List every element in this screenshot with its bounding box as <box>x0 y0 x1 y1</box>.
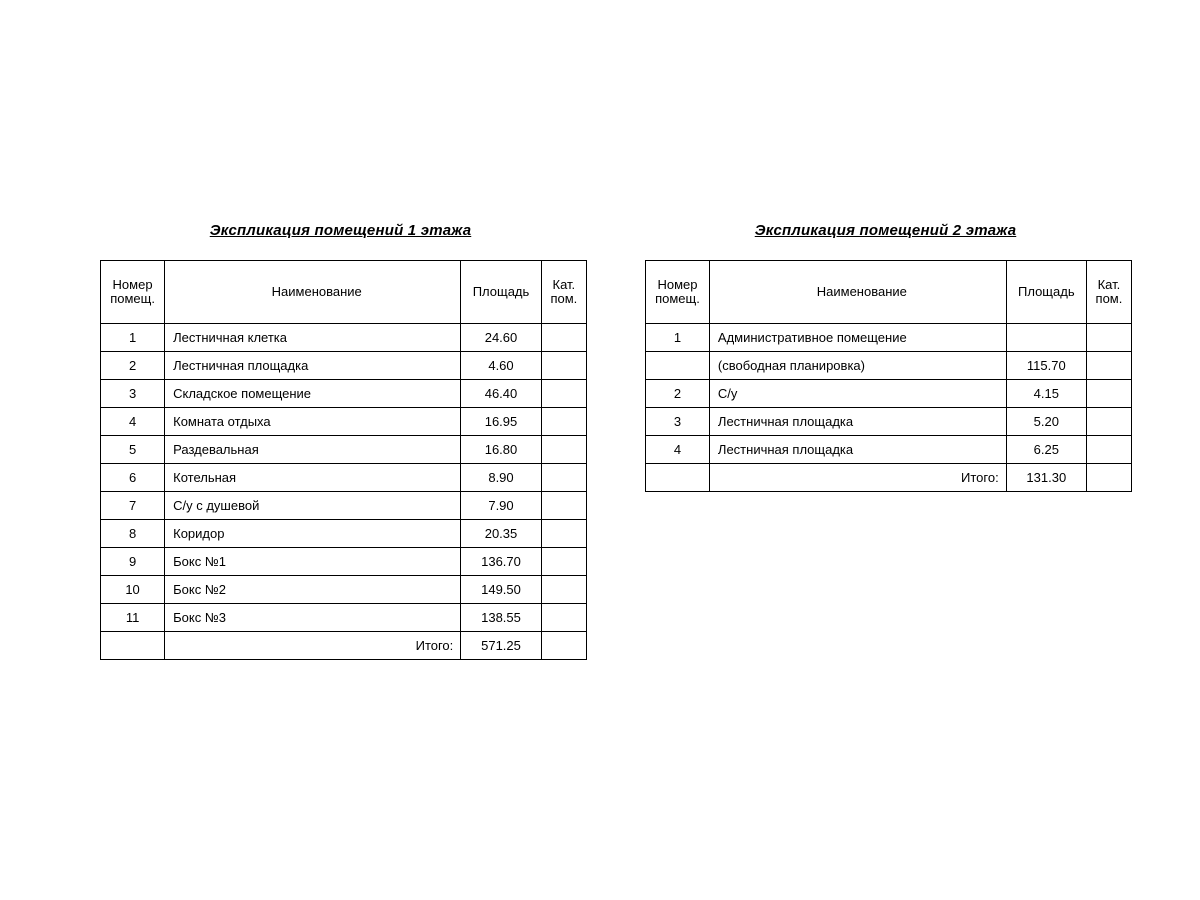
cell-number: 4 <box>646 436 710 464</box>
cell-name: Складское помещение <box>165 380 461 408</box>
table-row <box>101 380 587 408</box>
header-area: Площадь <box>461 261 541 324</box>
total-category <box>541 632 586 660</box>
header-number-line1: Номер <box>112 277 153 292</box>
cell-area: 8.90 <box>461 464 541 492</box>
cell-category <box>1086 380 1131 408</box>
cell-category <box>541 520 586 548</box>
cell-area: 136.70 <box>461 548 541 576</box>
header-category-line2: пом. <box>1095 291 1123 306</box>
cell-number: 9 <box>101 548 165 576</box>
cell-category <box>1086 436 1131 464</box>
explication-title-floor1: Экспликация помещений 1 этажа <box>209 222 472 239</box>
cell-number: 1 <box>646 324 710 352</box>
table-header <box>646 261 1132 324</box>
cell-name: Бокс №1 <box>165 548 461 576</box>
cell-name: Комната отдыха <box>165 408 461 436</box>
table-row <box>646 408 1132 436</box>
table-total-row <box>646 464 1132 492</box>
table-row <box>101 492 587 520</box>
table-row <box>101 408 587 436</box>
table-row <box>101 436 587 464</box>
total-category <box>1086 464 1131 492</box>
explication-block-floor1 <box>100 222 587 660</box>
cell-name: С/у с душевой <box>165 492 461 520</box>
header-number <box>646 261 710 324</box>
header-number-line2: помещ. <box>655 291 700 306</box>
cell-area: 4.15 <box>1006 380 1086 408</box>
header-category <box>541 261 586 324</box>
cell-name: Бокс №2 <box>165 576 461 604</box>
header-category-line1: Кат. <box>552 277 576 292</box>
cell-name: Котельная <box>165 464 461 492</box>
table-row <box>646 324 1132 352</box>
header-area: Площадь <box>1006 261 1086 324</box>
table-row <box>646 352 1132 380</box>
cell-area: 24.60 <box>461 324 541 352</box>
cell-number: 6 <box>101 464 165 492</box>
cell-number: 4 <box>101 408 165 436</box>
cell-area: 4.60 <box>461 352 541 380</box>
explication-title-floor2: Экспликация помещений 2 этажа <box>754 222 1017 239</box>
cell-area <box>1006 324 1086 352</box>
cell-category <box>541 548 586 576</box>
cell-area: 149.50 <box>461 576 541 604</box>
cell-category <box>541 492 586 520</box>
total-label: Итого: <box>709 464 1006 492</box>
table-row <box>101 352 587 380</box>
explication-table-floor2 <box>645 260 1132 492</box>
header-number-line2: помещ. <box>110 291 155 306</box>
header-category-line2: пом. <box>550 291 578 306</box>
cell-area: 20.35 <box>461 520 541 548</box>
cell-area: 16.95 <box>461 408 541 436</box>
cell-category <box>541 324 586 352</box>
cell-number: 7 <box>101 492 165 520</box>
total-blank-cell <box>101 632 165 660</box>
table-row <box>646 380 1132 408</box>
cell-category <box>541 464 586 492</box>
cell-category <box>1086 352 1131 380</box>
cell-category <box>541 604 586 632</box>
table-row <box>101 548 587 576</box>
cell-category <box>541 436 586 464</box>
table-row <box>101 576 587 604</box>
cell-name: С/у <box>709 380 1006 408</box>
header-category-line1: Кат. <box>1097 277 1121 292</box>
cell-category <box>541 352 586 380</box>
cell-area: 115.70 <box>1006 352 1086 380</box>
cell-number: 10 <box>101 576 165 604</box>
cell-name: (свободная планировка) <box>709 352 1006 380</box>
total-area: 131.30 <box>1006 464 1086 492</box>
cell-name: Бокс №3 <box>165 604 461 632</box>
cell-number: 2 <box>101 352 165 380</box>
cell-area: 16.80 <box>461 436 541 464</box>
cell-area: 138.55 <box>461 604 541 632</box>
cell-number: 2 <box>646 380 710 408</box>
cell-name: Лестничная площадка <box>709 408 1006 436</box>
cell-number: 3 <box>101 380 165 408</box>
table-row <box>646 436 1132 464</box>
cell-number <box>646 352 710 380</box>
cell-category <box>541 380 586 408</box>
total-label: Итого: <box>165 632 461 660</box>
header-row <box>646 261 1132 324</box>
table-body <box>646 324 1132 492</box>
cell-category <box>1086 324 1131 352</box>
cell-number: 1 <box>101 324 165 352</box>
cell-category <box>1086 408 1131 436</box>
cell-area: 7.90 <box>461 492 541 520</box>
cell-area: 6.25 <box>1006 436 1086 464</box>
total-blank-cell <box>646 464 710 492</box>
cell-name: Раздевальная <box>165 436 461 464</box>
cell-name: Лестничная клетка <box>165 324 461 352</box>
cell-name: Лестничная площадка <box>709 436 1006 464</box>
cell-category <box>541 408 586 436</box>
cell-area: 5.20 <box>1006 408 1086 436</box>
table-header <box>101 261 587 324</box>
explication-table-floor1 <box>100 260 587 660</box>
header-name: Наименование <box>165 261 461 324</box>
cell-number: 5 <box>101 436 165 464</box>
table-row <box>101 324 587 352</box>
cell-name: Лестничная площадка <box>165 352 461 380</box>
cell-number: 11 <box>101 604 165 632</box>
cell-number: 8 <box>101 520 165 548</box>
cell-category <box>541 576 586 604</box>
header-number <box>101 261 165 324</box>
header-category <box>1086 261 1131 324</box>
cell-name: Коридор <box>165 520 461 548</box>
table-body <box>101 324 587 660</box>
total-area: 571.25 <box>461 632 541 660</box>
cell-name: Административное помещение <box>709 324 1006 352</box>
cell-area: 46.40 <box>461 380 541 408</box>
header-name: Наименование <box>709 261 1006 324</box>
table-row <box>101 520 587 548</box>
table-total-row <box>101 632 587 660</box>
table-row <box>101 464 587 492</box>
cell-number: 3 <box>646 408 710 436</box>
header-number-line1: Номер <box>657 277 698 292</box>
header-row <box>101 261 587 324</box>
table-row <box>101 604 587 632</box>
explication-block-floor2 <box>645 222 1132 492</box>
